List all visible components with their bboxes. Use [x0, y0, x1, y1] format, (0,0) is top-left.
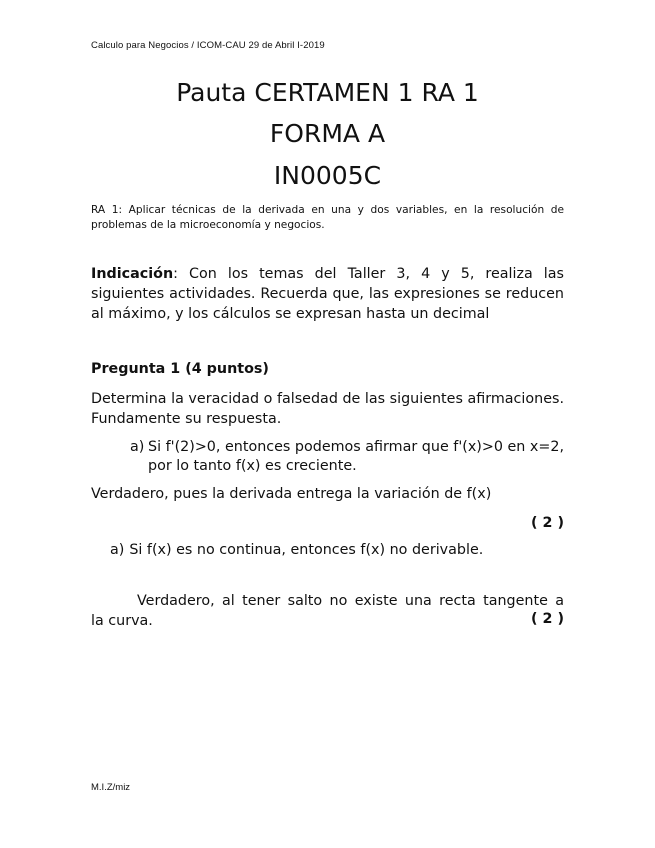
instructions-paragraph	[91, 264, 564, 324]
statement-b-marker: a)	[110, 542, 125, 558]
question-1-intro: Determina la veracidad o falsedad de las siguientes afirmaciones. Fundamente su respuesta.	[91, 391, 564, 427]
course-header: Calculo para Negocios / ICOM-CAU 29 de Abril I-2019	[91, 40, 325, 51]
instructions-text: : Con los temas del Taller 3, 4 y 5, realiza las siguientes actividades. Recuerda que, las expresiones se reducen al máximo, y los cálculos se expresan hasta un decimal	[91, 266, 564, 322]
answer-b	[91, 591, 564, 631]
answer-b-line-2: la curva.	[91, 613, 153, 629]
learning-outcome-text: RA 1: Aplicar técnicas de la derivada en una y dos variables, en la resolución de problemas de la microeconomía y negocios.	[91, 204, 564, 231]
statement-b	[110, 542, 483, 558]
statement-a-marker: a)	[130, 439, 145, 455]
exam-title: Pauta CERTAMEN 1 RA 1	[176, 78, 479, 107]
answer-a: Verdadero, pues la derivada entrega la variación de f(x)	[91, 486, 492, 502]
author-initials: M.I.Z/miz	[91, 782, 131, 793]
statement-b-text: Si f(x) es no continua, entonces f(x) no derivable.	[129, 542, 484, 558]
points-a: ( 2 )	[531, 515, 564, 531]
question-1-title: Pregunta 1 (4 puntos)	[91, 361, 269, 377]
exam-form: FORMA A	[269, 119, 386, 148]
exam-code: IN0005C	[273, 161, 382, 190]
instructions-label: Indicación	[91, 266, 174, 282]
statement-a	[130, 438, 564, 476]
statement-a-text: Si f'(2)>0, entonces podemos afirmar que f'(x)>0 en x=2, por lo tanto f(x) es creciente.	[148, 439, 564, 474]
points-b: ( 2 )	[531, 611, 564, 627]
answer-b-line-1: Verdadero, al tener salto no existe una recta tangente a	[137, 593, 564, 609]
